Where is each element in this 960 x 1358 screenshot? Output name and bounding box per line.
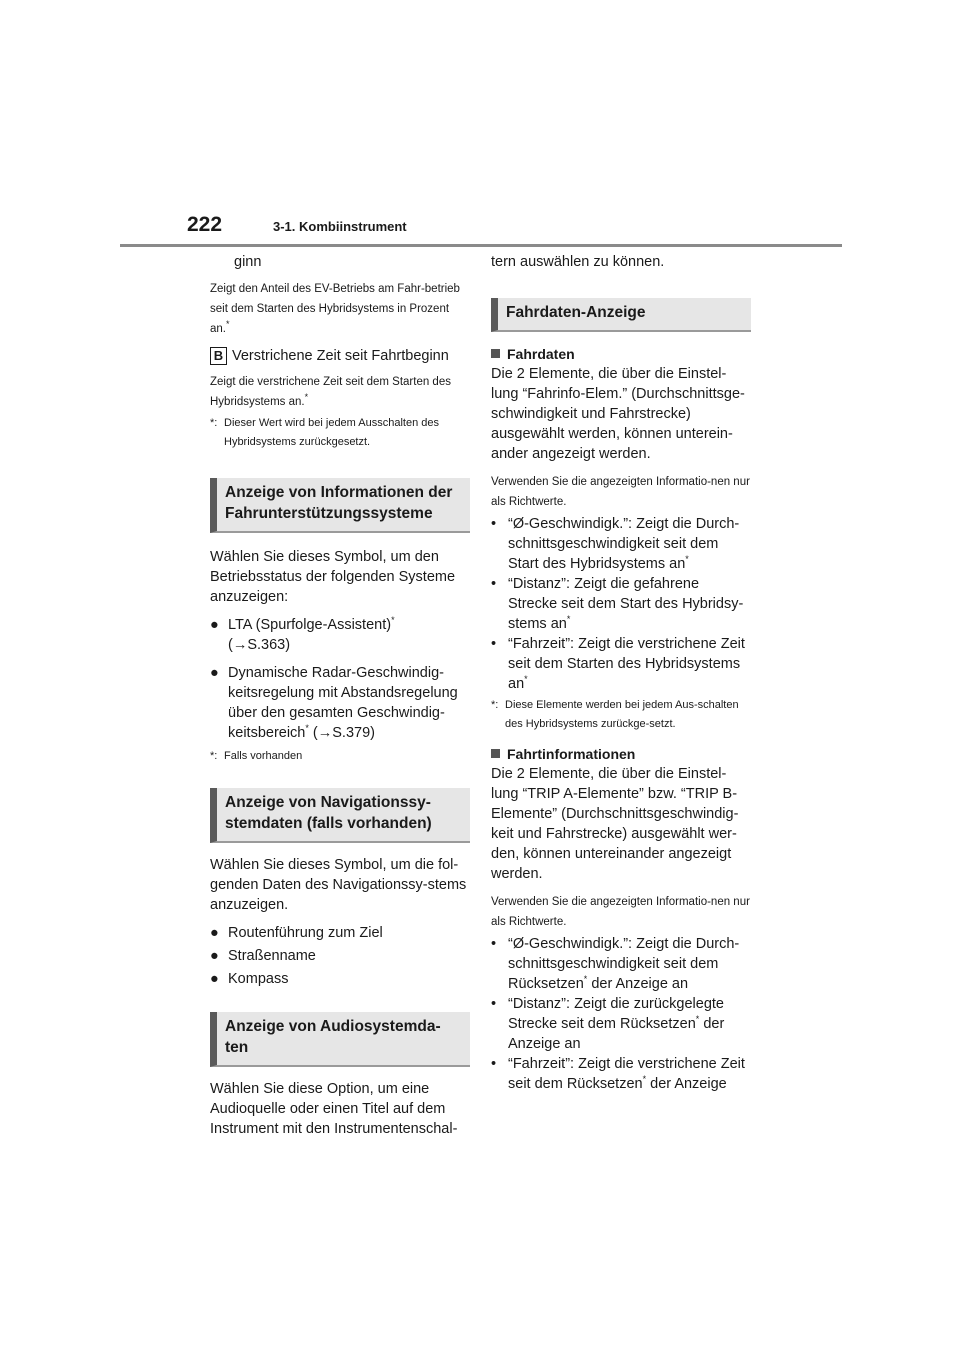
heading-audio: Anzeige von Audiosystemda-ten xyxy=(210,1012,470,1067)
label-b-badge: B xyxy=(210,347,227,365)
list-item: • “Ø-Geschwindigk.”: Zeigt die Durch-schnittsgeschwindigkeit seit dem Rücksetzen* der Anzeige an xyxy=(491,935,740,992)
square-bullet-icon xyxy=(491,349,500,358)
heading-driver-assist: Anzeige von Informationen der Fahrunterstützungssysteme xyxy=(210,478,470,533)
select-text-assist: Wählen Sie dieses Symbol, um den Betriebsstatus der folgenden Systeme anzuzeigen: xyxy=(210,549,456,605)
heading-navigation: Anzeige von Navigationssy-stemdaten (falls vorhanden) xyxy=(210,788,470,843)
b-heading: B Verstrichene Zeit seit Fahrtbeginn xyxy=(210,347,470,367)
list-item: • “Ø-Geschwindigk.”: Zeigt die Durch-schnittsgeschwindigkeit seit dem Start des Hybridsystems an* xyxy=(491,515,740,572)
continuation-text: tern auswählen zu können. xyxy=(491,254,665,270)
list-item: ● Routenführung zum Ziel xyxy=(210,925,383,941)
subheading-fahrdaten: Fahrdaten xyxy=(491,344,751,364)
list-item: ● LTA (Spurfolge-Assistent)* (→S.363) xyxy=(210,615,395,653)
list-item: ● Dynamische Radar-Geschwindig-keitsregelung mit Abstandsregelung über den gesamten Geschwindig-keitsbereich* (→S.379) xyxy=(210,665,458,741)
heading-trip-data: Fahrdaten-Anzeige xyxy=(491,298,751,332)
bullet-icon: ● xyxy=(210,971,219,987)
square-bullet-icon xyxy=(491,749,500,758)
bullet-icon: ● xyxy=(210,925,219,941)
section-title: 3-1. Kombiinstrument xyxy=(273,219,407,234)
select-text-navigation: Wählen Sie dieses Symbol, um die fol-genden Daten des Navigationssy-stems anzuzeigen. xyxy=(210,857,467,913)
fahrdaten-text: Die 2 Elemente, die über die Einstel-lung “Fahrinfo-Elem.” (Durchschnittsge-schwindigkeit und Fahrstrecke) ausgewählt werden, können unterein-ander angezeigt werden. xyxy=(491,365,745,462)
bullet-icon: ● xyxy=(210,665,219,681)
list-item: ● Straßenname xyxy=(210,948,316,964)
list-item: • “Distanz”: Zeigt die gefahrene Strecke seit dem Start des Hybridsy-stems an* xyxy=(491,575,744,632)
header-divider xyxy=(120,244,842,247)
reference-note: Verwenden Sie die angezeigten Informatio-nen nur als Richtwerte. xyxy=(491,475,750,508)
footnote-reset: *: Dieser Wert wird bei jedem Ausschalten des Hybridsystems zurückgesetzt. xyxy=(210,417,440,448)
list-item: • “Fahrzeit”: Zeigt die verstrichene Zeit seit dem Starten des Hybridsystems an* xyxy=(491,635,745,692)
bullet-icon: ● xyxy=(210,617,219,633)
footnote-optional: *: Falls vorhanden xyxy=(210,750,303,762)
subheading-fahrtinformationen: Fahrtinformationen xyxy=(491,744,751,764)
list-item: ● Kompass xyxy=(210,971,289,987)
bullet-icon: ● xyxy=(210,948,219,964)
left-column xyxy=(210,253,470,1139)
time-description: Zeigt die verstrichene Zeit seit dem Starten des Hybridsystems an.* xyxy=(210,376,451,408)
select-text-audio: Wählen Sie diese Option, um eine Audioquelle oder einen Titel auf dem Instrument mit den Instrumentenschal- xyxy=(210,1081,458,1137)
footnote-elements: *: Diese Elemente werden bei jedem Aus-schalten des Hybridsystems zurückge-setzt. xyxy=(491,698,739,730)
list-item: • “Fahrzeit”: Zeigt die verstrichene Zeit seit dem Rücksetzen* der Anzeige xyxy=(491,1055,745,1092)
list-item: • “Distanz”: Zeigt die zurückgelegte Strecke seit dem Rücksetzen* der Anzeige an xyxy=(491,995,725,1052)
page-number: 222 xyxy=(187,213,223,236)
fahrtinfo-text: Die 2 Elemente, die über die Einstel-lung “TRIP A-Elemente” bzw. “TRIP B-Elemente” (Durchschnittsgeschwindig-keit und Fahrstrecke) ausgewählt wer-den, können untereinander angezeigt werden. xyxy=(491,765,739,882)
reference-note: Verwenden Sie die angezeigten Informatio-nen nur als Richtwerte. xyxy=(491,895,750,928)
right-column xyxy=(491,253,751,1094)
text-ginn: ginn xyxy=(234,254,262,270)
ev-description: Zeigt den Anteil des EV-Betriebs am Fahr-betrieb seit dem Starten des Hybridsystems in Prozent an.* xyxy=(210,282,460,335)
